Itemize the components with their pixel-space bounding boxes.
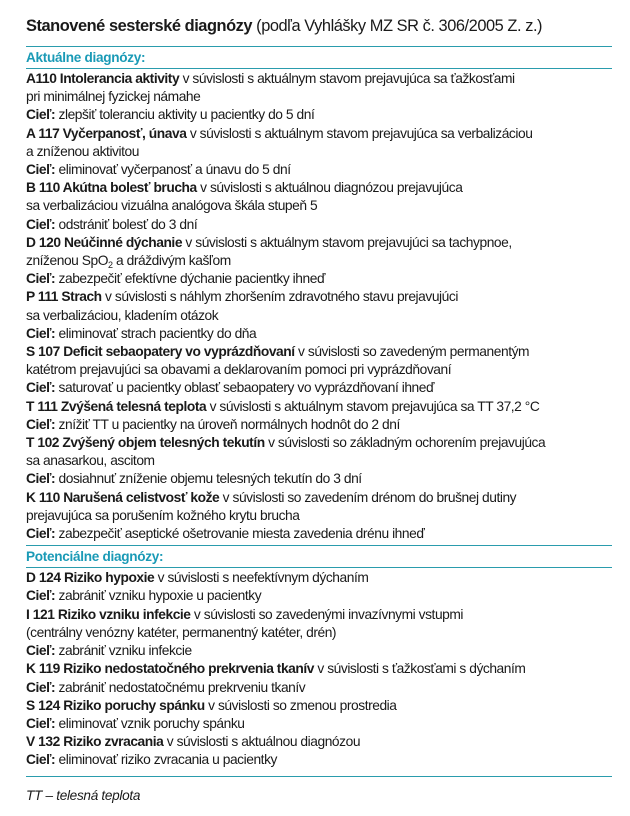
diagnosis-text: v súvislosti so zmenou prostredia bbox=[204, 697, 397, 713]
diagnosis-code: D 124 Riziko hypoxie bbox=[26, 570, 155, 586]
diagnosis-entry bbox=[26, 434, 612, 489]
goal-label: Cieľ: bbox=[26, 216, 56, 232]
spo2-prefix: zníženou SpO bbox=[26, 253, 109, 269]
goal-label: Cieľ: bbox=[26, 471, 56, 487]
section-heading-current: Aktuálne diagnózy: bbox=[26, 47, 612, 69]
diagnosis-code: B 110 Akútna bolesť brucha bbox=[26, 180, 197, 196]
diagnosis-entry bbox=[26, 70, 612, 125]
diagnosis-code: V 132 Riziko zvracania bbox=[26, 734, 164, 750]
goal-label: Cieľ: bbox=[26, 162, 56, 178]
diagnosis-text-cont: katétrom prejavujúci sa obavami a deklarovaním pomoci pri vyprázdňovaní bbox=[26, 362, 452, 378]
footnote: TT – telesná teplota bbox=[26, 787, 141, 803]
diagnosis-entry bbox=[26, 606, 612, 661]
diagnosis-text: v súvislosti s ťažkosťami s dýchaním bbox=[313, 661, 526, 677]
diagnosis-text-cont: pri minimálnej fyzickej námahe bbox=[26, 89, 201, 105]
goal-label: Cieľ: bbox=[26, 416, 56, 432]
goal-text: eliminovať vznik poruchy spánku bbox=[55, 715, 245, 731]
diagnosis-entry bbox=[26, 733, 612, 769]
goal-text: zlepšiť toleranciu aktivity u pacientky do 5 dní bbox=[55, 107, 315, 123]
goal-text: eliminovať strach pacientky do dňa bbox=[55, 325, 257, 341]
diagnosis-code: D 120 Neúčinné dýchanie bbox=[26, 234, 183, 250]
diagnosis-entry bbox=[26, 398, 612, 434]
diagnosis-text: v súvislosti s aktuálnym stavom prejavujúca sa verbalizáciou bbox=[186, 125, 533, 141]
diagnosis-text-cont: (centrálny venózny katéter, permanentný katéter, drén) bbox=[26, 624, 337, 640]
diagnosis-text: v súvislosti so zavedením drénom do brušnej dutiny bbox=[219, 489, 517, 505]
spo2-suffix: a dráždivým kašľom bbox=[112, 253, 231, 269]
diagnosis-text: v súvislosti s aktuálnou diagnózou bbox=[163, 734, 361, 750]
diagnosis-code: A110 Intolerancia aktivity bbox=[26, 71, 180, 86]
diagnosis-code: I 121 Riziko vzniku infekcie bbox=[26, 606, 191, 622]
document-title bbox=[26, 16, 612, 36]
diagnosis-text: v súvislosti s aktuálnym stavom prejavujúci sa tachypnoe, bbox=[182, 234, 512, 250]
goal-label: Cieľ: bbox=[26, 715, 56, 731]
diagnosis-text: v súvislosti so zavedeným permanentým bbox=[294, 344, 530, 360]
goal-text: eliminovať riziko zvracania u pacientky bbox=[55, 752, 277, 768]
diagnosis-text: v súvislosti s aktuálnym stavom prejavujúca sa ťažkosťami bbox=[179, 71, 515, 86]
diagnosis-text-cont: sa anasarkou, ascitom bbox=[26, 453, 155, 469]
diagnosis-code: A 117 Vyčerpanosť, únava bbox=[26, 125, 187, 141]
diagnosis-text: v súvislosti s náhlym zhoršením zdravotného stavu prejavujúci bbox=[101, 289, 458, 305]
goal-label: Cieľ: bbox=[26, 380, 56, 396]
goal-text: dosiahnuť zníženie objemu telesných tekutín do 3 dní bbox=[55, 471, 362, 487]
goal-text: eliminovať vyčerpanosť a únavu do 5 dní bbox=[55, 162, 291, 178]
diagnosis-entry bbox=[26, 569, 612, 605]
diagnosis-entry bbox=[26, 234, 612, 289]
diagnosis-text-cont: a zníženou aktivitou bbox=[26, 143, 139, 159]
goal-label: Cieľ: bbox=[26, 526, 56, 542]
section-heading-potential: Potenciálne diagnózy: bbox=[26, 546, 612, 568]
diagnosis-entry bbox=[26, 489, 612, 544]
spo2-subscript: 2 bbox=[108, 260, 113, 271]
diagnosis-text: v súvislosti so zavedenými invazívnymi vstupmi bbox=[190, 606, 464, 622]
goal-text: zabrániť nedostatočnému prekrveniu tkanív bbox=[55, 679, 306, 695]
diagnosis-code: K 110 Narušená celistvosť kože bbox=[26, 489, 220, 505]
goal-label: Cieľ: bbox=[26, 107, 56, 123]
goal-text: odstrániť bolesť do 3 dní bbox=[55, 216, 198, 232]
goal-label: Cieľ: bbox=[26, 643, 56, 659]
goal-text: zabezpečiť aseptické ošetrovanie miesta zavedenia drénu ihneď bbox=[55, 526, 425, 542]
diagnosis-entry bbox=[26, 660, 612, 696]
diagnosis-entry bbox=[26, 125, 612, 180]
diagnosis-code: P 111 Strach bbox=[26, 289, 102, 305]
diagnosis-code: S 124 Riziko poruchy spánku bbox=[26, 697, 205, 713]
goal-text: znížiť TT u pacientky na úroveň normálnych hodnôt do 2 dní bbox=[55, 416, 400, 432]
title-bold: Stanovené sesterské diagnózy bbox=[26, 17, 253, 35]
diagnosis-text-cont: sa verbalizáciou, kladením otázok bbox=[26, 307, 219, 323]
diagnosis-text-cont: sa verbalizáciou vizuálna analógova škála stupeň 5 bbox=[26, 198, 318, 214]
diagnosis-text-cont bbox=[26, 252, 612, 270]
diagnosis-entry bbox=[26, 697, 612, 733]
diagnosis-text: v súvislosti s neefektívnym dýchaním bbox=[154, 570, 369, 586]
diagnosis-text: v súvislosti so základným ochorením prejavujúca bbox=[264, 435, 546, 451]
goal-label: Cieľ: bbox=[26, 679, 56, 695]
diagnosis-code: T 102 Zvýšený objem telesných tekutín bbox=[26, 435, 265, 451]
diagnosis-text-cont: prejavujúca sa porušením kožného krytu brucha bbox=[26, 507, 300, 523]
potential-diagnoses-list bbox=[26, 569, 612, 769]
diagnosis-code: K 119 Riziko nedostatočného prekrvenia tkanív bbox=[26, 661, 314, 677]
diagnosis-entry bbox=[26, 343, 612, 398]
goal-text: saturovať u pacientky oblasť sebaopatery vo vyprázdňovaní ihneď bbox=[55, 380, 435, 396]
goal-label: Cieľ: bbox=[26, 325, 56, 341]
goal-label: Cieľ: bbox=[26, 588, 56, 604]
diagnosis-text: v súvislosti s aktuálnou diagnózou prejavujúca bbox=[196, 180, 463, 196]
diagnosis-code: T 111 Zvýšená telesná teplota bbox=[26, 398, 207, 414]
diagnosis-text: v súvislosti s aktuálnym stavom prejavujúca sa TT 37,2 °C bbox=[206, 398, 540, 414]
diagnosis-entry bbox=[26, 288, 612, 343]
title-rest: (podľa Vyhlášky MZ SR č. 306/2005 Z. z.) bbox=[252, 17, 543, 35]
goal-label: Cieľ: bbox=[26, 752, 56, 768]
goal-text: zabrániť vzniku infekcie bbox=[55, 643, 192, 659]
goal-label: Cieľ: bbox=[26, 271, 56, 287]
goal-text: zabrániť vzniku hypoxie u pacientky bbox=[55, 588, 262, 604]
goal-text: zabezpečiť efektívne dýchanie pacientky ihneď bbox=[55, 271, 325, 287]
diagnosis-code: S 107 Deficit sebaopatery vo vyprázdňovaní bbox=[26, 344, 295, 360]
current-diagnoses-list bbox=[26, 70, 612, 543]
diagnosis-entry bbox=[26, 179, 612, 234]
